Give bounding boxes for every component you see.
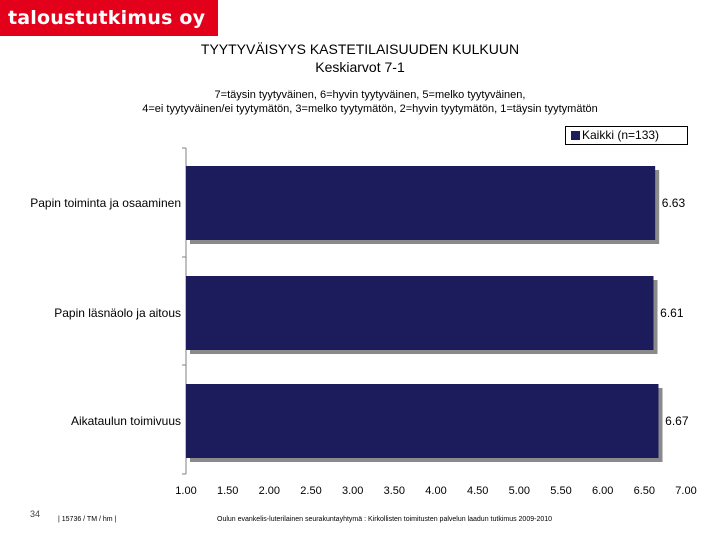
company-logo: taloustutkimus oy xyxy=(0,0,218,36)
x-tick-label: 3.50 xyxy=(383,485,406,497)
x-tick-label: 6.50 xyxy=(633,485,656,497)
x-tick-label: 5.00 xyxy=(508,485,531,497)
data-label: 6.67 xyxy=(665,414,689,428)
x-tick-label: 1.50 xyxy=(216,485,239,497)
x-tick-label: 6.00 xyxy=(591,485,614,497)
chart-title-line2: Keskiarvot 7-1 xyxy=(315,59,405,75)
x-tick-label: 4.50 xyxy=(466,485,489,497)
chart-title-line1: TYYTYVÄISYYS KASTETILAISUUDEN KULKUUN xyxy=(200,41,520,57)
x-tick-label: 3.00 xyxy=(341,485,364,497)
data-label: 6.63 xyxy=(661,196,686,210)
footer-project-code: | 15736 / TM / hm | xyxy=(58,516,117,523)
category-label: Papin läsnäolo ja aitous xyxy=(54,306,181,320)
x-tick-label: 1.00 xyxy=(175,485,197,497)
data-label: 6.61 xyxy=(660,306,684,320)
bar xyxy=(186,384,659,458)
x-tick-label: 2.00 xyxy=(258,485,281,497)
bar xyxy=(186,276,654,350)
footer-study-name: Oulun evankelis-luterilainen seurakuntayhtymä : Kirkollisten toimitusten palvelun laadun tutkimus 2009-2010 xyxy=(217,516,553,523)
scale-description-line2: 4=ei tyytyväinen/ei tyytymätön, 3=melko tyytymätön, 2=hyvin tyytymätön, 1=täysin tyytymätön xyxy=(142,103,598,115)
category-label: Papin toiminta ja osaaminen xyxy=(30,196,181,210)
x-tick-label: 4.00 xyxy=(425,485,447,497)
page-number: 34 xyxy=(30,509,41,519)
legend-label: Kaikki (n=133) xyxy=(582,128,660,142)
x-tick-label: 7.00 xyxy=(675,485,697,497)
x-tick-label: 5.50 xyxy=(550,485,572,497)
scale-description-line1: 7=täysin tyytyväinen, 6=hyvin tyytyväinen, 5=melko tyytyväinen, xyxy=(214,89,526,101)
x-tick-label: 2.50 xyxy=(300,485,322,497)
bar xyxy=(186,166,655,240)
category-label: Aikataulun toimivuus xyxy=(70,414,181,428)
